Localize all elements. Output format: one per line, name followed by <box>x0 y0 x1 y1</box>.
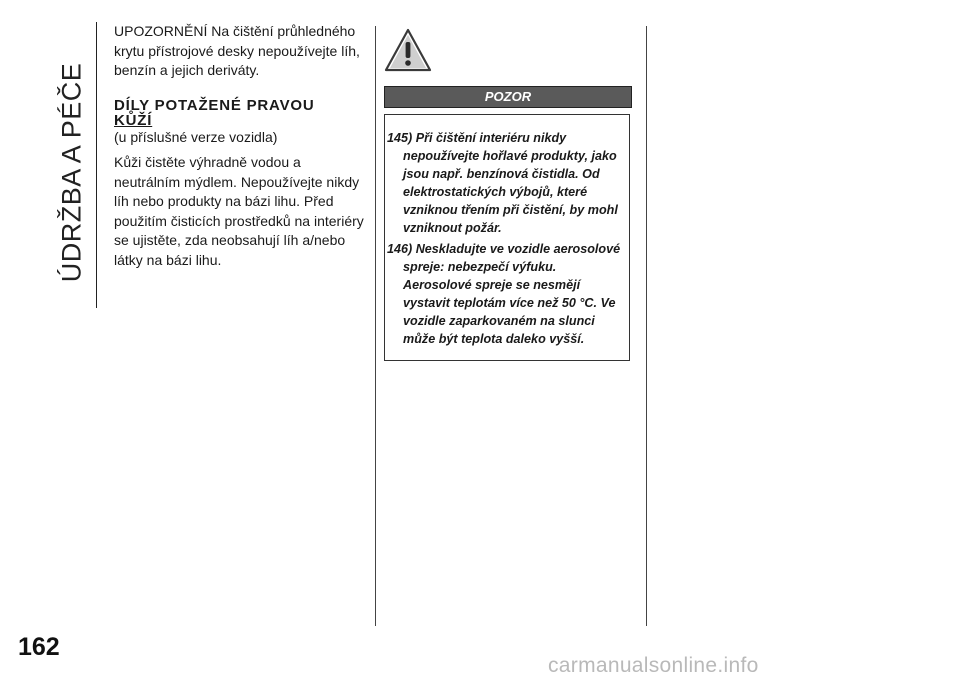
section-subheading: (u příslušné verze vozidla) <box>114 128 278 145</box>
intro-paragraph: UPOZORNĚNÍ Na čištění průhledného krytu přístrojové desky nepoužívejte líh, benzín a jejich deriváty. <box>114 23 360 78</box>
warning-title-bar <box>384 86 632 108</box>
section-body: Kůži čistěte výhradně vodou a neutrálním mýdlem. Nepoužívejte nikdy líh nebo produkty na bázi lihu. Před použitím čisticích prostředků na interiéry se ujistěte, zda neobsahují líh a/nebo látky na bázi lihu. <box>114 154 364 268</box>
section-heading-line1: DÍLY POTAŽENÉ PRAVOU <box>114 96 315 114</box>
left-column <box>114 22 364 270</box>
warning-title: POZOR <box>484 89 532 104</box>
warning-triangle-icon <box>384 28 432 72</box>
watermark: carmanualsonline.info <box>548 654 759 677</box>
warning-item-146: 146) Neskladujte ve vozidle aerosolové spreje: nebezpečí výfuku. Aerosolové spreje se nesmějí vystavit teplotám více než 50 °C. Ve vozidle zaparkovaném na slunci může být teplota daleko vyšší. <box>387 241 621 347</box>
warning-item-145: 145) Při čištění interiéru nikdy nepoužívejte hořlavé produkty, jako jsou např. benzínová čistidla. Od elektrostatických výbojů, které vzniknou třením při čistění, by mohl vzniknout požár. <box>387 131 618 236</box>
column-divider-right <box>646 26 647 626</box>
chapter-title <box>52 32 92 312</box>
chapter-rule <box>96 22 97 308</box>
page-number: 162 <box>18 633 60 661</box>
section-heading <box>114 98 364 128</box>
section-heading-line2: KŮŽÍ <box>114 111 153 129</box>
warning-box <box>384 114 630 361</box>
chapter-title-text: ÚDRŽBA A PÉČE <box>56 62 87 282</box>
column-divider-left <box>375 26 376 626</box>
